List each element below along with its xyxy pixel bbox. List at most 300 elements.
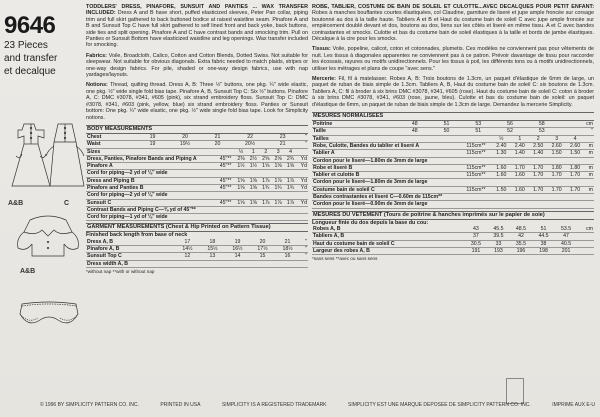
english-body-table [86, 134, 308, 149]
dress-collar-sketch [10, 210, 86, 262]
row-value: 53.5 [555, 226, 578, 233]
row-value [225, 260, 250, 267]
row-sub [460, 136, 492, 143]
row-value: 1⅞ [284, 177, 296, 184]
sizes-label: Tailles [312, 136, 460, 143]
row-value: 1.60 [492, 172, 510, 179]
table-row [312, 201, 594, 208]
row-value: 1.60 [492, 164, 510, 171]
row-value: 1.40 [511, 150, 529, 157]
row-value [529, 201, 547, 208]
row-value [566, 157, 584, 164]
longueur-finie: Longueur finie du dos depuis la base du cou: [312, 219, 429, 226]
english-intro [86, 4, 308, 49]
row-value: 53 [462, 121, 494, 128]
row-value: 15½ [200, 246, 225, 253]
row-unit: Yd [297, 199, 308, 206]
french-column [312, 4, 594, 376]
table-row [312, 150, 594, 157]
row-unit [577, 233, 594, 240]
row-value: 1.60 [511, 172, 529, 179]
row-value [492, 201, 510, 208]
table-row [86, 141, 308, 148]
tissus-label: Tissus: [312, 46, 331, 53]
back-view-sketch-dress [10, 116, 86, 196]
row-value: 53 [526, 128, 558, 135]
row-unit: " [295, 141, 308, 148]
row-value: 50 [431, 128, 463, 135]
row-label: Dress and Piping B [86, 177, 216, 184]
table-row [86, 206, 308, 213]
row-value [235, 206, 247, 213]
row-value: 44.5 [532, 233, 555, 240]
row-value: 47 [555, 233, 578, 240]
row-value: 20 [205, 141, 230, 148]
row-value: 1¾ [284, 184, 296, 191]
row-value: 39.5 [487, 233, 510, 240]
french-tissus [312, 46, 594, 72]
size-value: 2 [260, 149, 272, 156]
english-column [86, 4, 308, 376]
french-body-table [312, 121, 594, 136]
row-label: Pinafore A [86, 163, 216, 170]
row-value [547, 194, 565, 201]
row-sub [216, 170, 234, 177]
row-label: Largeur des robes A, B [312, 247, 465, 254]
row-unit [297, 206, 308, 213]
footer-copyright: © 1996 BY SIMPLICITY PATTERN CO. INC. [40, 402, 139, 408]
decalque-text: et decalque [4, 66, 56, 77]
row-unit: Yd [297, 177, 308, 184]
row-unit [584, 179, 594, 186]
french-intro-text: Robes à manches bouffantes courtes élastiquées, col Claudine, garniture de liseré et jupe ample froncée sur corsage boutonné au dos à la taille haute. Tabliers A et B et Haut du costume bain de soleil C avec jupe ample froncée sur empiècement doublé devant et dos, boutons au dos, liens sur les côtés et liseré en même tissu. A et C avec bandes contrastantes et smocks. Culotte et bas du costume bain de soleil élastiques à la taille et bords de jambe élastiques. Décalque à la cire pour les smocks. [312, 10, 594, 43]
row-value [511, 157, 529, 164]
row-value: 1.80 [566, 164, 584, 171]
row-value [200, 260, 225, 267]
row-value: 51 [532, 226, 555, 233]
row-value: 1⅞ [272, 199, 284, 206]
body-measurements-header: BODY MEASUREMENTS [86, 125, 308, 134]
row-value: 21 [270, 141, 295, 148]
table-row [312, 247, 594, 254]
row-sub: 45"** [216, 199, 234, 206]
row-value: 2⅝ [260, 155, 272, 162]
row-value: 19 [140, 141, 165, 148]
row-unit [584, 201, 594, 208]
row-value: 48.5 [510, 226, 533, 233]
row-unit: cm [577, 226, 594, 233]
row-value [529, 157, 547, 164]
row-label: Robe et liseré B [312, 164, 460, 171]
row-value [272, 214, 284, 221]
row-label: Waist [86, 141, 140, 148]
row-value [247, 206, 259, 213]
row-value [260, 214, 272, 221]
row-value [547, 157, 565, 164]
row-value: 51 [462, 128, 494, 135]
fabrics-label: Fabrics: [86, 52, 107, 59]
row-label: Haut du costume bain de soleil C [312, 240, 465, 247]
row-value [529, 194, 547, 201]
row-sub [216, 214, 234, 221]
row-label: Sunsuit Top C [86, 253, 175, 260]
row-unit: m [584, 150, 594, 157]
row-value: 1.70 [529, 186, 547, 193]
row-value [272, 170, 284, 177]
row-unit: " [295, 134, 308, 141]
row-value: 2.50 [529, 142, 547, 149]
mercerie-text: Fil, fil à matelasser. Robes A, B: Trois boutons de 1.3cm, un paquet d'élastique de 6mm de large, un paquet de ruban de biais simple de 1.3cm. Tabliers A, B, Haut du costume bain de soleil C: six boutons de 1.3cm. Tabliers A, C: fil à broder à six brins DMC #3078, #341, #605 (rose). Haut du costume bain de soleil C: coton à broder à six brins DMC #3078, #341, #603 (rose, jaune, bleu). Culotte et bas du costume bain de soleil: un paquet d'élastique de 6mm, un paquet de ruban de biais simple de 1.3cm de large. Demandez la mercerie Simplicity. [312, 76, 595, 108]
row-label: Taille [312, 128, 399, 135]
row-value [275, 260, 300, 267]
row-value: 1½ [235, 163, 247, 170]
row-sub: 45"** [216, 177, 234, 184]
notions-text: Thread, quilting thread. Dress A, B: Three ½" buttons, one pkg. ¼" wide elastic, one pkg. ½" wide single fold bias tape. Pinafore A, B, Sunsuit Top C: Six ½" buttons. Pinafore A, C: DMC #3078, #341, #605 (pink), six strand embroidery floss. Sunsuit Top C: DMC #3078, #341, #603 (pink, yellow, blue) six strand embroidery floss. Panties or Sunsuit bottom: One pkg. ¼" wide elastic, one pkg. ½" wide single fold bias tape. Look for Simplicity notions. [86, 82, 308, 121]
table-row [86, 177, 308, 184]
row-unit: cm [558, 121, 594, 128]
table-row [312, 179, 594, 186]
row-value [175, 260, 200, 267]
row-value [529, 179, 547, 186]
row-unit [297, 170, 308, 177]
row-value: 1.50 [492, 186, 510, 193]
row-unit: " [300, 239, 308, 246]
row-unit: " [300, 246, 308, 253]
row-unit [300, 260, 308, 267]
row-unit [584, 136, 594, 143]
row-value: 1.70 [529, 172, 547, 179]
footer-imprime: IMPRIME AUX E-U [552, 402, 595, 408]
row-value [566, 179, 584, 186]
footer-printed: PRINTED IN USA [160, 402, 201, 408]
row-value [247, 214, 259, 221]
row-value [272, 206, 284, 213]
table-row [86, 214, 308, 221]
row-value: 1¾ [260, 184, 272, 191]
row-value [492, 194, 510, 201]
row-unit: m [584, 142, 594, 149]
row-unit [584, 157, 594, 164]
row-value: 37 [465, 233, 488, 240]
sizes-label: Sizes [86, 149, 216, 156]
row-label: Dress width A, B [86, 260, 175, 267]
table-row [86, 260, 308, 267]
size-value: 3 [272, 149, 284, 156]
row-value: 1.40 [529, 150, 547, 157]
row-value: 21 [205, 134, 230, 141]
row-unit [577, 247, 594, 254]
row-value: 48 [399, 128, 431, 135]
row-value: 51 [431, 121, 463, 128]
row-value: 1.70 [529, 164, 547, 171]
row-value: 1⅝ [247, 184, 259, 191]
table-row [312, 128, 594, 135]
garment-measurements-header: GARMENT MEASUREMENTS (Chest & Hip Printed on Pattern Tissue) [86, 223, 308, 232]
row-value: 1.70 [566, 186, 584, 193]
pattern-number: 9646 [4, 12, 56, 39]
row-value: 1⅝ [284, 163, 296, 170]
row-label: Costume bain de soleil C [312, 186, 460, 193]
table-row [86, 155, 308, 162]
row-value [566, 194, 584, 201]
finished-back-length: Finished back length from base of neck [86, 232, 188, 239]
row-value [272, 192, 284, 199]
row-value: 23 [270, 134, 295, 141]
row-value: 201 [555, 247, 578, 254]
row-label: Pinafore and Panties B [86, 184, 216, 191]
row-sub [216, 192, 234, 199]
row-sub: 45"** [216, 184, 234, 191]
row-value: 43 [465, 226, 488, 233]
row-value: 1.70 [566, 172, 584, 179]
row-sub [460, 201, 492, 208]
french-intro-title: ROBE, TABLIER, COSTUME DE BAIN DE SOLEIL ET CULOTTE...AVEC DECALQUES POUR PETIT ENFANT: [312, 4, 594, 10]
english-yardage-table [86, 149, 308, 222]
row-value: 19 [225, 239, 250, 246]
row-value: 20½ [230, 141, 270, 148]
table-row [312, 172, 594, 179]
row-label: Cordon pour le liseré—0.90m de 3mm de large [312, 201, 460, 208]
row-sub [460, 157, 492, 164]
row-value [284, 192, 296, 199]
row-sub: 115cm** [460, 186, 492, 193]
english-intro-title: TODDLERS' DRESS, PINAFORE, SUNSUIT AND PANTIES ... WAX TRANSFER INCLUDED: [86, 4, 308, 17]
row-value: 1⅞ [272, 177, 284, 184]
table-row [86, 199, 308, 206]
row-label: Tabliers A, B [312, 233, 465, 240]
row-label: Tablier et culotte B [312, 172, 460, 179]
row-value: 2⅝ [272, 155, 284, 162]
row-value: 2.60 [566, 142, 584, 149]
table-row [312, 240, 594, 247]
row-unit [297, 192, 308, 199]
row-value: 18½ [275, 246, 300, 253]
row-value: 21 [275, 239, 300, 246]
row-unit: Yd [297, 155, 308, 162]
row-value: 22 [230, 134, 270, 141]
table-row [86, 134, 308, 141]
pieces-count: 23 Pieces [4, 40, 48, 51]
french-yardage-table [312, 136, 594, 209]
row-value: 1.70 [511, 164, 529, 171]
row-value: 17 [175, 239, 200, 246]
row-value: 1.30 [492, 150, 510, 157]
row-value: 193 [487, 247, 510, 254]
size-value: ½ [492, 136, 510, 143]
row-unit: m [584, 186, 594, 193]
row-value [247, 192, 259, 199]
row-value [260, 192, 272, 199]
row-value [492, 179, 510, 186]
footer [40, 402, 595, 408]
size-value: 3 [547, 136, 565, 143]
row-value: 1.50 [547, 150, 565, 157]
english-fabrics [86, 53, 308, 79]
row-value: 14½ [175, 246, 200, 253]
row-value [511, 179, 529, 186]
row-value: 16 [275, 253, 300, 260]
table-row [86, 184, 308, 191]
english-intro-text: Dress A and B have short, puffed elasticized sleeves, Peter Pan collar, piping trim and full skirt gathered to back buttoned bodice at raised waistline seam. Pinafore A and B and Sunsuit Top C have full skirt gathered to self lined front and back yoke, back buttons, side ties and split opening. Pinafore A and C have contrast bands and smocking trim. Pull on Panties or Sunsuit Bottom have elasticized waistline and leg openings. Wax transfer included for smocking. [86, 10, 308, 49]
row-label: Robe, Culotte, Bandes du tablier et liseré A [312, 142, 460, 149]
sens-note: *sans sens **avec ou sans sens [312, 256, 378, 262]
fig-label-c: C [64, 200, 70, 207]
table-row [312, 233, 594, 240]
table-row [86, 239, 308, 246]
row-value: 15 [250, 253, 275, 260]
row-label: Cord for piping—2 yd of ⅛" wide [86, 192, 216, 199]
row-value [235, 170, 247, 177]
size-value: 1 [511, 136, 529, 143]
row-value: 1.70 [547, 172, 565, 179]
row-value: 2½ [247, 155, 259, 162]
row-unit: Yd [297, 163, 308, 170]
row-value: 40.5 [555, 240, 578, 247]
row-value: 191 [465, 247, 488, 254]
row-value: 1⅝ [235, 177, 247, 184]
row-value: 19 [140, 134, 165, 141]
notions-label: Notions: [86, 82, 108, 89]
row-unit [584, 194, 594, 201]
table-row [312, 194, 594, 201]
row-value: 2.40 [492, 142, 510, 149]
row-value: 19½ [165, 141, 205, 148]
row-value: 1¾ [272, 184, 284, 191]
row-sub: 115cm** [460, 150, 492, 157]
row-label: Bandes contrastantes et liseré C—0.60m de 115cm** [312, 194, 460, 201]
row-value: 1⅞ [260, 177, 272, 184]
row-value: 1½ [247, 163, 259, 170]
row-label: Poitrine [312, 121, 399, 128]
row-sub: 115cm** [460, 172, 492, 179]
row-value: 13 [200, 253, 225, 260]
row-sub: 115cm** [460, 142, 492, 149]
row-value: 17½ [250, 246, 275, 253]
row-value: 1⅞ [260, 199, 272, 206]
row-value: 1⅝ [247, 177, 259, 184]
row-value [547, 201, 565, 208]
row-value [284, 170, 296, 177]
row-value: 1⅝ [235, 184, 247, 191]
row-sub: 45"** [216, 155, 234, 162]
size-value: ½ [235, 149, 247, 156]
fig-label-ab-2: A&B [20, 268, 36, 275]
row-value: 42 [510, 233, 533, 240]
row-value: 20 [250, 239, 275, 246]
size-value: 1 [247, 149, 259, 156]
row-unit: Yd [297, 184, 308, 191]
row-unit: " [558, 128, 594, 135]
row-label: Dress A, B [86, 239, 175, 246]
transfer-text: and transfer [4, 53, 58, 64]
row-unit [297, 214, 308, 221]
row-value: 30.5 [465, 240, 488, 247]
row-value: 12 [175, 253, 200, 260]
row-value: 38 [532, 240, 555, 247]
row-value: 1.50 [566, 150, 584, 157]
row-sub [216, 206, 234, 213]
row-value: 1.60 [511, 186, 529, 193]
row-value [260, 206, 272, 213]
row-label: Tablier A [312, 150, 460, 157]
english-notions [86, 82, 308, 120]
row-label: Contrast Bands and Piping C—⅜ yd of 45"** [86, 206, 216, 213]
row-sub: 45"** [216, 163, 234, 170]
row-label: Robes A, B [312, 226, 465, 233]
row-value [492, 157, 510, 164]
row-value [250, 260, 275, 267]
table-row [86, 192, 308, 199]
row-value [235, 214, 247, 221]
size-value: 4 [566, 136, 584, 143]
row-sub [460, 179, 492, 186]
row-value: 16½ [225, 246, 250, 253]
row-value: 18 [200, 239, 225, 246]
row-sub [216, 149, 234, 156]
table-row [86, 163, 308, 170]
row-sub: 115cm** [460, 164, 492, 171]
table-row [86, 170, 308, 177]
row-value: 20 [165, 134, 205, 141]
table-row [312, 142, 594, 149]
row-value [235, 192, 247, 199]
row-label: Chest [86, 134, 140, 141]
row-label: Cordon pour le liseré—1.80m de 3mm de large [312, 157, 460, 164]
row-value: 2¾ [284, 155, 296, 162]
row-label: Cord for piping—2 yd of ⅛" wide [86, 170, 216, 177]
french-mercerie [312, 76, 594, 108]
tissus-text: Voile, popeline, calicot, coton et cotonnades, plumetis. Ces modèles ne conviennent pas pour vêtements de nuit. Les tissus à diagonales apparentes ne conviennent pas à ce patron. Prévoir davantage de tissu pour raccorder les écossais, rayures ou motifs unidirectionnels. Pour les tissus à poil, les différents tons ou à motifs unidirectionnels, utiliser les métrages et plans de coupe "avec sens." [312, 46, 594, 72]
row-value: 1.80 [547, 164, 565, 171]
row-value [284, 214, 296, 221]
mercerie-label: Mercerie: [312, 76, 336, 83]
table-row [312, 186, 594, 193]
row-value: 56 [494, 121, 526, 128]
row-unit: m [584, 172, 594, 179]
fig-label-ab: A&B [8, 200, 24, 207]
row-unit [297, 149, 308, 156]
row-value: 1⅞ [284, 199, 296, 206]
row-value [566, 201, 584, 208]
row-value: 1⅝ [272, 163, 284, 170]
mesures-normalisees-header: MESURES NORMALISEES [312, 112, 594, 121]
row-value [284, 206, 296, 213]
mesures-vetement-header: MESURES DU VETEMENT (Tours de poitrine & hanches imprimés sur le papier de soie) [312, 211, 594, 220]
french-garment-table [312, 226, 594, 255]
table-row [312, 164, 594, 171]
sizes-row [312, 136, 594, 143]
table-row [86, 253, 308, 260]
size-value: 2 [529, 136, 547, 143]
table-row [312, 157, 594, 164]
size-value: 4 [284, 149, 296, 156]
nap-note: *without nap **with or without nap [86, 269, 155, 275]
row-value: 35.5 [510, 240, 533, 247]
sizes-row [86, 149, 308, 156]
row-value: 1⅝ [260, 163, 272, 170]
row-value: 2⅜ [235, 155, 247, 162]
english-garment-table [86, 239, 308, 268]
row-value: 2.60 [547, 142, 565, 149]
panties-sketch [14, 300, 84, 330]
row-value: 196 [510, 247, 533, 254]
footer-french-tm: SIMPLICITY EST UNE MARQUE DEPOSEE DE SIMPLICITY PATTERN CO. INC. [348, 402, 531, 408]
row-value: 33 [487, 240, 510, 247]
row-value: 198 [532, 247, 555, 254]
pattern-sidebar [4, 14, 86, 374]
row-value: 1⅝ [235, 199, 247, 206]
row-unit: m [584, 164, 594, 171]
